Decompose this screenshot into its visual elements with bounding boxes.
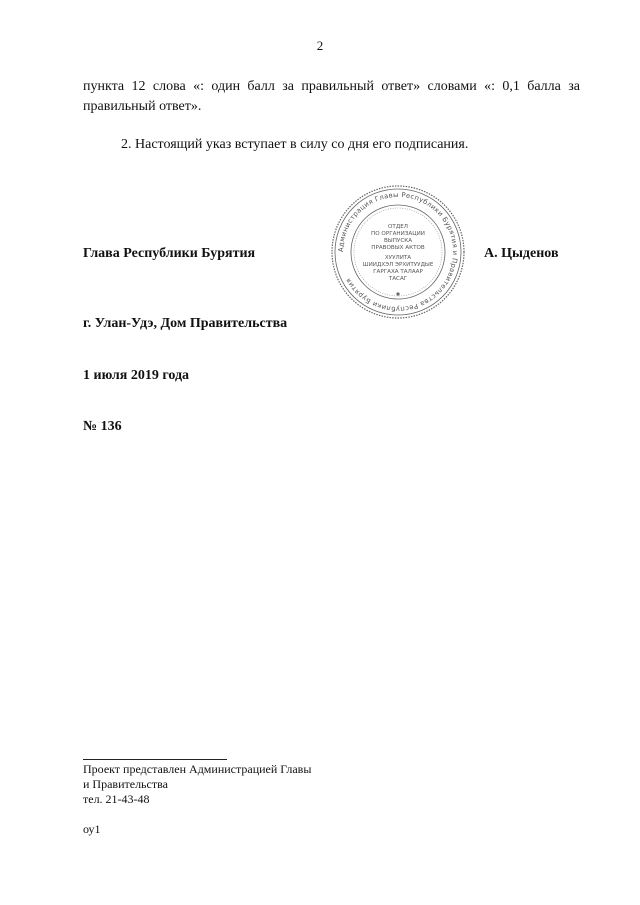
official-seal <box>330 184 466 320</box>
footnote <box>83 762 311 807</box>
seal-line-2: ПО ОРГАНИЗАЦИИ <box>371 231 425 237</box>
body-paragraph-2: 2. Настоящий указ вступает в силу со дня его подписания. <box>121 137 469 152</box>
typist-code: оу1 <box>83 822 101 836</box>
seal-outer-text: Администрация Главы Республики Бурятия и Правительства Республики Бурятия <box>336 190 460 314</box>
seal-line-6: ШИИДХЭЛ ЭРХИТУУДЫЕ <box>362 262 434 268</box>
seal-line-8: ТАСАГ <box>388 276 408 282</box>
seal-line-1: ОТДЕЛ <box>388 224 408 230</box>
seal-line-7: ГАРГАХА ТАЛААР <box>373 269 423 275</box>
signing-place: г. Улан-Удэ, Дом Правительства <box>83 316 288 331</box>
signer-name: А. Цыденов <box>484 246 559 261</box>
body-paragraph-1: пункта 12 слова «: один балл за правильный ответ» словами «: 0,1 балла за правильный ответ». <box>83 79 580 114</box>
footnote-line-1: Проект представлен Администрацией Главы <box>83 762 312 776</box>
official-seal-graphic <box>330 184 466 320</box>
signing-date: 1 июля 2019 года <box>83 368 190 383</box>
signer-title: Глава Республики Бурятия <box>83 246 256 261</box>
footnote-divider <box>83 759 227 760</box>
footnote-line-3: тел. 21-43-48 <box>83 792 150 806</box>
seal-line-3: ВЫПУСКА <box>383 238 413 244</box>
seal-line-5: ХУУЛИТА <box>384 255 412 261</box>
decree-number: № 136 <box>83 419 122 434</box>
seal-line-4: ПРАВОВЫХ АКТОВ <box>371 245 425 251</box>
footnote-line-2: и Правительства <box>83 777 168 791</box>
page-number: 2 <box>316 38 324 53</box>
seal-dot <box>396 292 399 295</box>
